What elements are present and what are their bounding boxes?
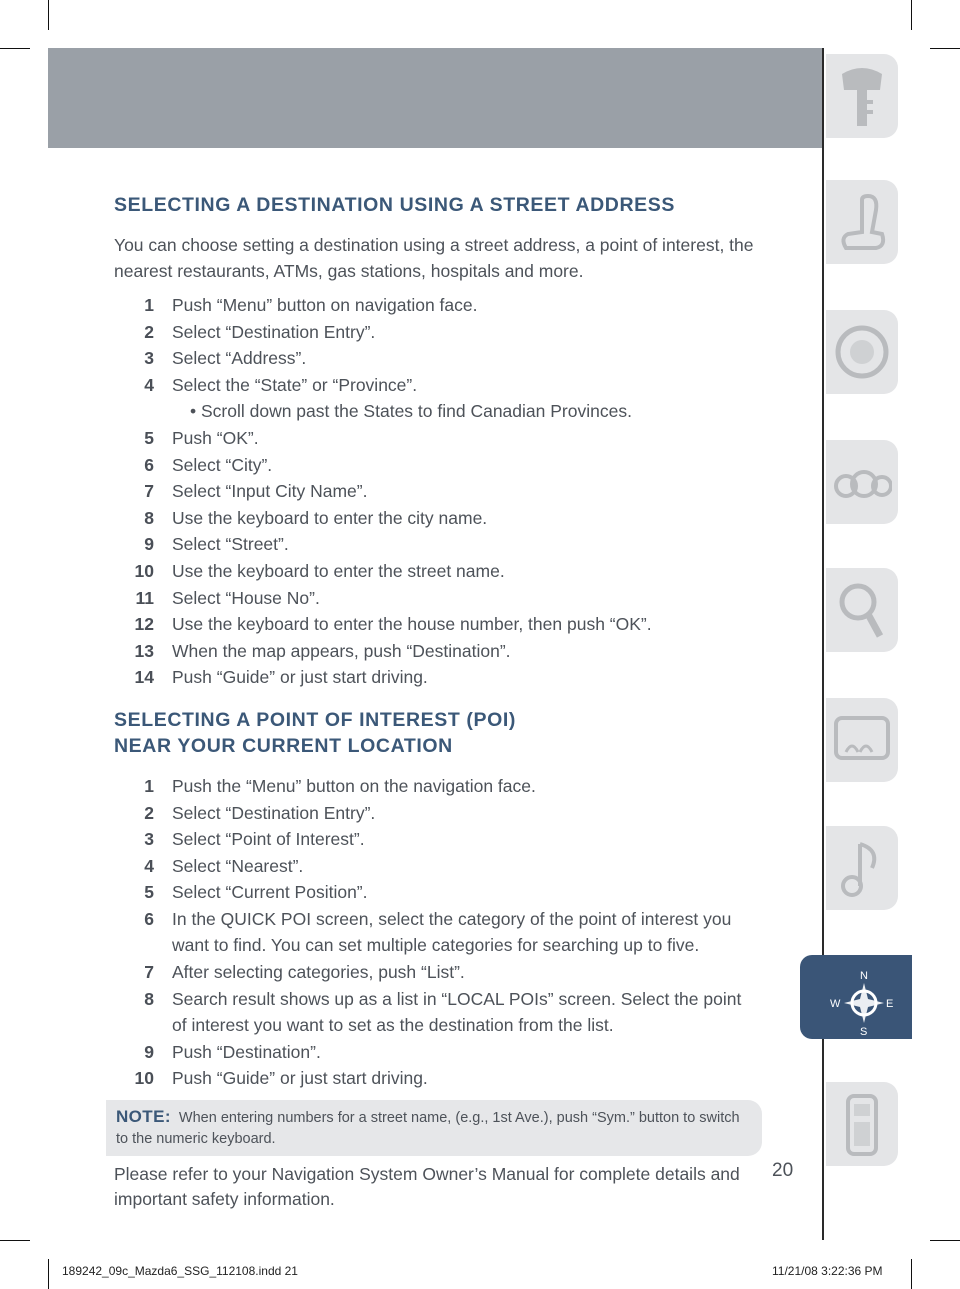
step-number: 10 (134, 1068, 154, 1089)
tab-audio[interactable] (826, 826, 898, 910)
tab-keys[interactable] (826, 54, 898, 138)
tab-gauges[interactable] (826, 440, 898, 524)
step-text: Select “Current Position”. (172, 882, 368, 903)
step-number: 7 (144, 481, 154, 502)
step-item (114, 773, 754, 800)
step-number: 2 (144, 321, 154, 342)
steering-wheel-icon (832, 316, 892, 388)
step-number: 8 (144, 507, 154, 528)
step-text: Use the keyboard to enter the street name. (172, 560, 505, 581)
step-number: 3 (144, 829, 154, 850)
step-item (114, 853, 754, 880)
note-box (106, 1100, 762, 1156)
tab-search[interactable] (826, 568, 898, 652)
climate-icon (832, 704, 892, 776)
main-content (114, 192, 754, 1229)
compass-w: W (830, 998, 841, 1010)
step-item (114, 505, 754, 532)
step-subnote: • Scroll down past the States to find Canadian Provinces. (190, 401, 632, 422)
step-number: 12 (134, 614, 154, 635)
step-text: Push “Destination”. (172, 1041, 321, 1062)
crop-mark (930, 1240, 960, 1241)
step-item (114, 531, 754, 558)
step-item (114, 826, 754, 853)
note-label: NOTE: (116, 1107, 171, 1127)
step-number: 5 (144, 427, 154, 448)
note-text: When entering numbers for a street name, (e.g., 1st Ave.), push “Sym.” button to switch to the numeric keyboard. (116, 1110, 740, 1148)
step-number: 7 (144, 962, 154, 983)
step-item (114, 1039, 754, 1066)
step-text: Select the “State” or “Province”. (172, 374, 418, 395)
crop-mark (911, 0, 912, 30)
step-text: Push “Menu” button on navigation face. (172, 295, 478, 315)
step-item (114, 558, 754, 585)
step-item (114, 664, 754, 691)
step-item (114, 1065, 754, 1092)
step-text: Select “Nearest”. (172, 855, 304, 876)
step-list (114, 773, 754, 1092)
section-poi (114, 707, 754, 1092)
step-item (114, 879, 754, 906)
step-number: 3 (144, 348, 154, 369)
compass-icon (806, 961, 906, 1037)
section-heading-line: SELECTING A POINT OF INTEREST (POI) (114, 708, 516, 731)
step-item (114, 906, 754, 959)
intro-paragraph: You can choose setting a destination using a street address, a point of interest, the nearest restaurants, ATMs, gas stations, hospitals and more. (114, 235, 754, 281)
step-text: Select “Street”. (172, 534, 289, 555)
crop-mark (911, 1259, 912, 1289)
step-text: Select “Point of Interest”. (172, 829, 365, 850)
seat-icon (832, 186, 892, 258)
step-text: Select “City”. (172, 454, 273, 475)
step-text: Select “Destination Entry”. (172, 802, 376, 823)
step-item (114, 638, 754, 665)
step-number: 10 (134, 560, 154, 581)
step-item (114, 372, 754, 425)
section-street-address (114, 192, 754, 691)
step-item (114, 478, 754, 505)
step-number: 9 (144, 1041, 154, 1062)
tab-climate[interactable] (826, 698, 898, 782)
print-slug-file: 189242_09c_Mazda6_SSG_112108.indd 21 (62, 1264, 298, 1278)
compass-s: S (860, 1026, 868, 1037)
step-text: Select “House No”. (172, 587, 320, 608)
music-note-icon (832, 832, 892, 904)
step-text: Push the “Menu” button on the navigation face. (172, 775, 536, 796)
step-list (114, 292, 754, 691)
step-item (114, 585, 754, 612)
step-item (114, 425, 754, 452)
step-text: Push “Guide” or just start driving. (172, 667, 428, 688)
step-item (114, 345, 754, 372)
section-heading: SELECTING A DESTINATION USING A STREET ADDRESS (114, 194, 675, 216)
step-number: 2 (144, 802, 154, 823)
step-item (114, 800, 754, 827)
step-number: 8 (144, 988, 154, 1009)
step-text: Use the keyboard to enter the city name. (172, 507, 488, 528)
step-item (114, 959, 754, 986)
step-text: After selecting categories, push “List”. (172, 962, 465, 983)
step-text: Push “OK”. (172, 427, 259, 448)
closing-paragraph: Please refer to your Navigation System Owner’s Manual for complete details and important safety information. (114, 1164, 740, 1209)
step-text: When the map appears, push “Destination”. (172, 640, 511, 661)
tab-navigation[interactable] (800, 955, 912, 1039)
phone-icon (832, 1088, 892, 1160)
tab-phone[interactable] (826, 1082, 898, 1166)
step-number: 1 (144, 775, 154, 796)
step-number: 11 (135, 587, 154, 608)
step-number: 14 (134, 667, 154, 688)
step-item (114, 452, 754, 479)
step-number: 4 (144, 855, 154, 876)
crop-mark (0, 48, 30, 49)
step-number: 13 (134, 640, 154, 661)
step-number: 6 (144, 908, 154, 929)
crop-mark (48, 1259, 49, 1289)
step-item (114, 986, 754, 1039)
compass-e: E (886, 998, 894, 1010)
gauges-icon (832, 446, 892, 518)
step-item (114, 292, 754, 319)
step-text: Select “Destination Entry”. (172, 321, 376, 342)
header-band (48, 48, 824, 148)
magnifier-icon (832, 574, 892, 646)
step-text: In the QUICK POI screen, select the category of the point of interest you want to find. You can set multiple categories for searching up to five. (172, 908, 732, 956)
step-number: 5 (144, 882, 154, 903)
step-text: Search result shows up as a list in “LOCAL POIs” screen. Select the point of interest you want to set as the destination from the list. (172, 988, 742, 1036)
step-text: Select “Address”. (172, 348, 307, 369)
crop-mark (930, 48, 960, 49)
tab-steering[interactable] (826, 310, 898, 394)
step-text: Select “Input City Name”. (172, 481, 368, 502)
page-edge-rule (822, 48, 824, 1240)
section-heading-line: NEAR YOUR CURRENT LOCATION (114, 734, 453, 757)
step-text: Push “Guide” or just start driving. (172, 1068, 428, 1089)
step-item (114, 611, 754, 638)
crop-mark (0, 1240, 30, 1241)
step-number: 6 (144, 454, 154, 475)
compass-n: N (860, 970, 868, 982)
tab-seats[interactable] (826, 180, 898, 264)
print-slug-date: 11/21/08 3:22:36 PM (772, 1264, 883, 1278)
step-number: 9 (144, 534, 154, 555)
page-number: 20 (772, 1160, 794, 1181)
key-icon (832, 60, 892, 132)
step-text: Use the keyboard to enter the house number, then push “OK”. (172, 614, 652, 635)
crop-mark (48, 0, 49, 30)
section-heading (114, 707, 754, 759)
step-item (114, 319, 754, 346)
step-number: 1 (144, 295, 154, 315)
step-number: 4 (144, 374, 154, 395)
